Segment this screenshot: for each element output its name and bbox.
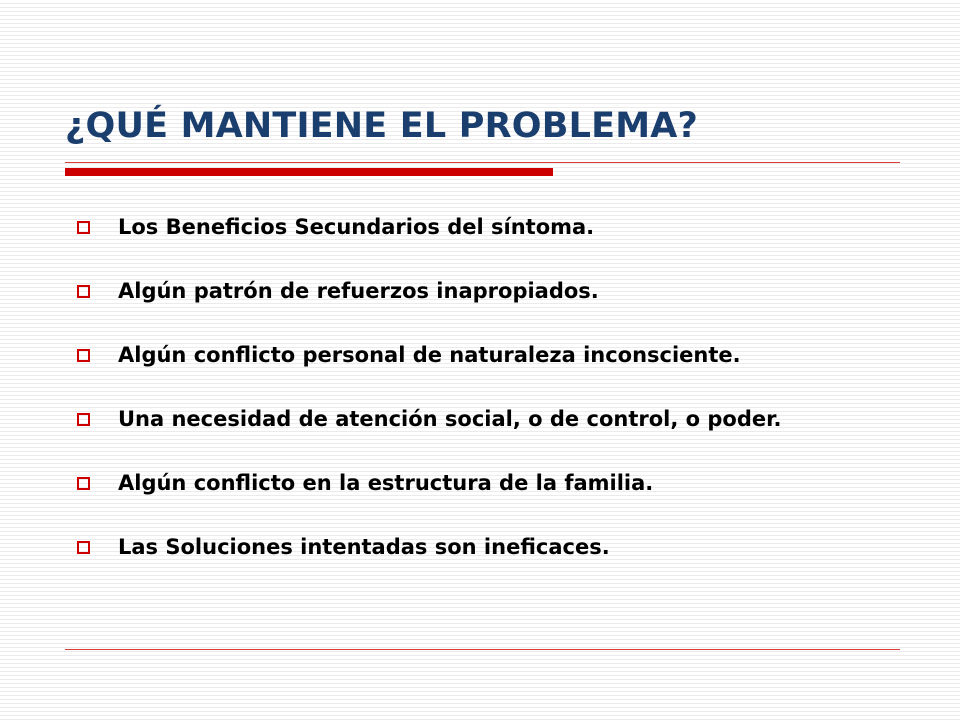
title-divider-line <box>65 162 900 163</box>
footer-divider-line <box>65 649 900 650</box>
bullet-text: Algún patrón de refuerzos inapropiados. <box>118 279 599 303</box>
bullet-item <box>75 519 895 575</box>
bullet-text: Algún conflicto personal de naturaleza inconsciente. <box>118 343 741 367</box>
bullet-item <box>75 263 895 319</box>
bullet-item <box>75 455 895 511</box>
square-bullet-icon <box>77 541 90 554</box>
bullet-item <box>75 199 895 255</box>
bullet-item <box>75 391 858 447</box>
bullet-text: Las Soluciones intentadas son ineficaces. <box>118 535 610 559</box>
title-accent-bar <box>65 168 553 176</box>
bullet-text: Una necesidad de atención social, o de control, o poder. <box>118 407 782 431</box>
slide-title: ¿QUÉ MANTIENE EL PROBLEMA? <box>65 106 699 146</box>
bullet-list <box>75 199 895 583</box>
bullet-text: Los Beneficios Secundarios del síntoma. <box>118 215 595 239</box>
bullet-text: Algún conflicto en la estructura de la familia. <box>118 471 654 495</box>
square-bullet-icon <box>77 349 90 362</box>
square-bullet-icon <box>77 221 90 234</box>
square-bullet-icon <box>77 285 90 298</box>
square-bullet-icon <box>77 413 90 426</box>
square-bullet-icon <box>77 477 90 490</box>
bullet-item <box>75 327 895 383</box>
